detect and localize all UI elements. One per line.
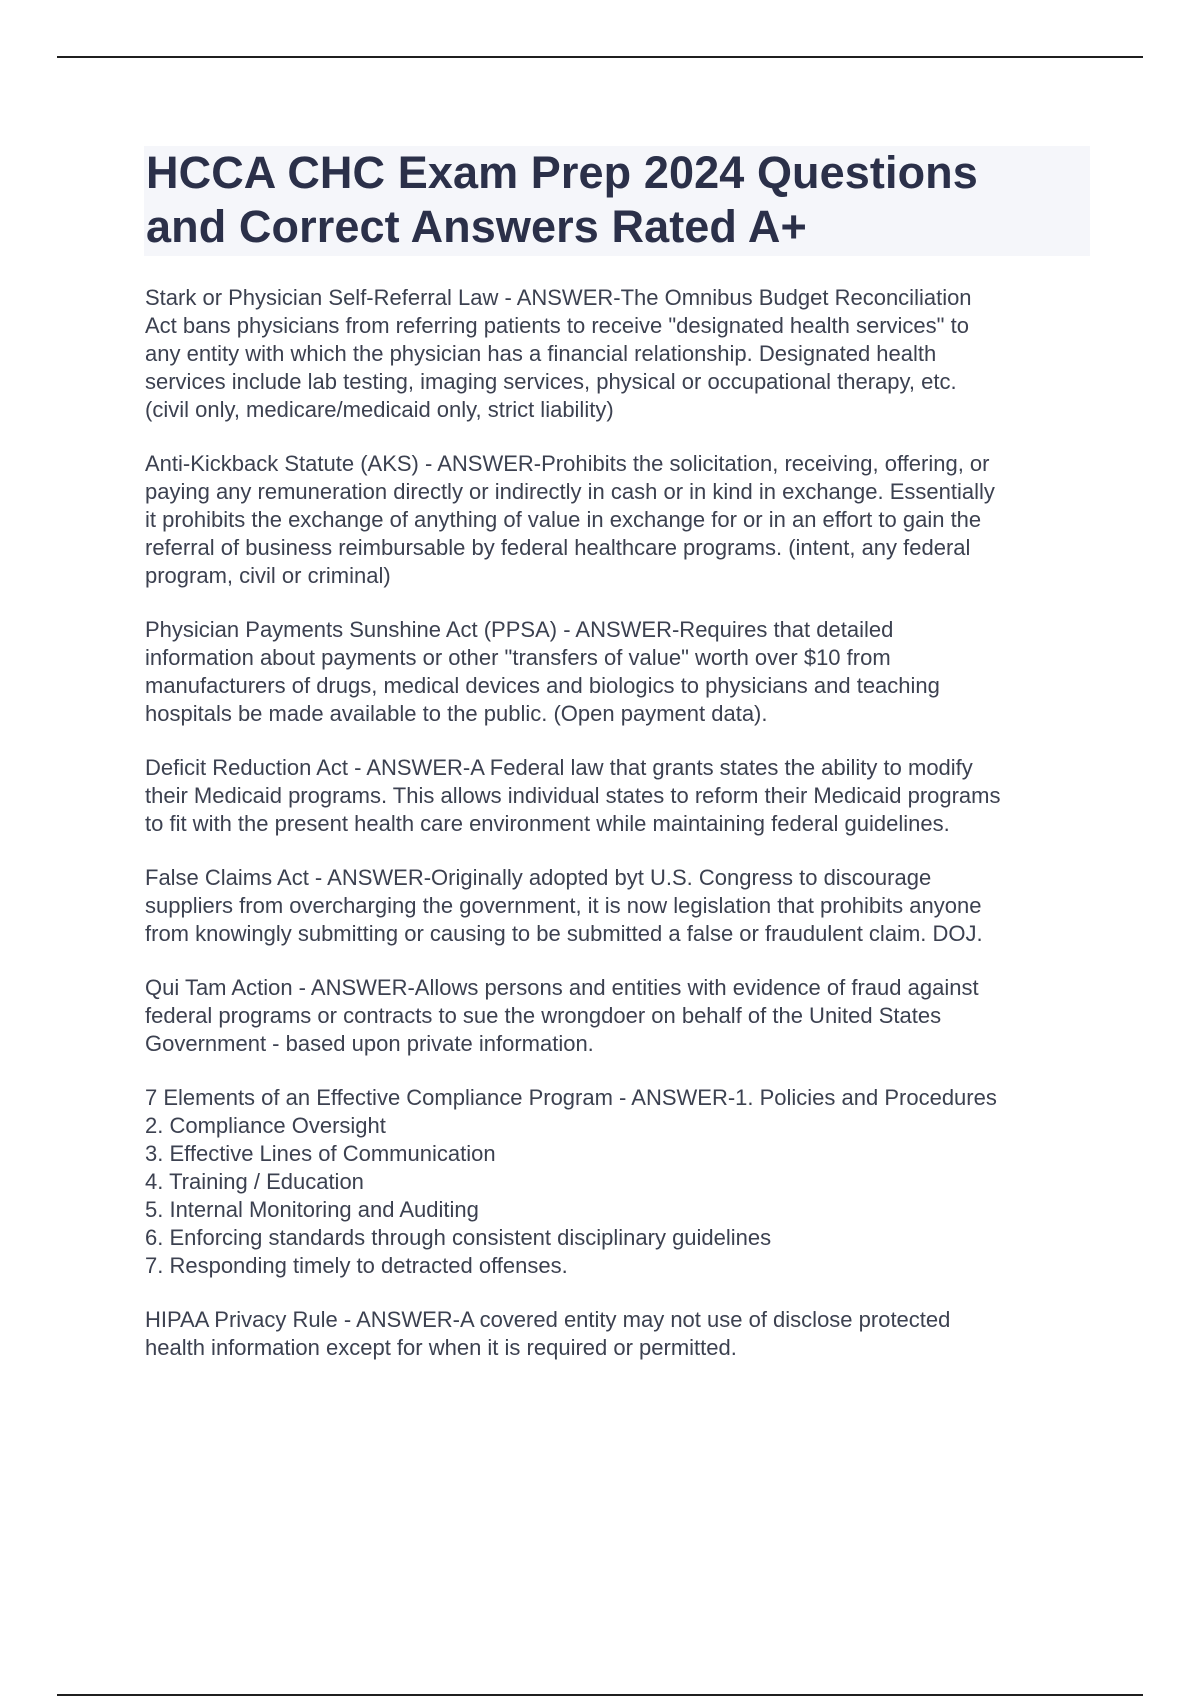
qa-line: suppliers from overcharging the government, it is now legislation that prohibits anyone <box>145 893 982 918</box>
title-line-1: HCCA CHC Exam Prep 2024 Questions <box>146 147 978 198</box>
qa-line: Act bans physicians from referring patients to receive "designated health services" to <box>145 313 969 338</box>
qa-entry-seven-elements <box>145 1084 1090 1280</box>
qa-line: their Medicaid programs. This allows individual states to reform their Medicaid programs <box>145 783 1001 808</box>
list-item: 4. Training / Education <box>145 1169 364 1194</box>
qa-line: HIPAA Privacy Rule - ANSWER-A covered entity may not use of disclose protected <box>145 1307 951 1332</box>
qa-line: Qui Tam Action - ANSWER-Allows persons and entities with evidence of fraud against <box>145 975 979 1000</box>
qa-entry-hipaa-privacy-rule <box>145 1306 1090 1362</box>
qa-line: any entity with which the physician has a financial relationship. Designated health <box>145 341 937 366</box>
title-line-2: and Correct Answers Rated A+ <box>146 201 807 252</box>
qa-line: 7 Elements of an Effective Compliance Program - ANSWER-1. Policies and Procedures <box>145 1085 997 1110</box>
qa-entry-deficit-reduction-act <box>145 754 1090 838</box>
qa-line: Deficit Reduction Act - ANSWER-A Federal law that grants states the ability to modify <box>145 755 973 780</box>
qa-line: (civil only, medicare/medicaid only, strict liability) <box>145 397 614 422</box>
qa-line: Physician Payments Sunshine Act (PPSA) - ANSWER-Requires that detailed <box>145 617 894 642</box>
qa-line: manufacturers of drugs, medical devices and biologics to physicians and teaching <box>145 673 940 698</box>
list-item: 5. Internal Monitoring and Auditing <box>145 1197 479 1222</box>
list-item: 3. Effective Lines of Communication <box>145 1141 496 1166</box>
top-divider <box>57 56 1143 58</box>
qa-line: Stark or Physician Self-Referral Law - ANSWER-The Omnibus Budget Reconciliation <box>145 285 972 310</box>
qa-line: Anti-Kickback Statute (AKS) - ANSWER-Prohibits the solicitation, receiving, offering, or <box>145 451 990 476</box>
qa-line: federal programs or contracts to sue the wrongdoer on behalf of the United States <box>145 1003 942 1028</box>
qa-line: Government - based upon private information. <box>145 1031 594 1056</box>
qa-entry-stark-law <box>145 284 1090 424</box>
document-title <box>144 146 1090 254</box>
qa-line: hospitals be made available to the public. (Open payment data). <box>145 701 768 726</box>
list-item: 7. Responding timely to detracted offenses. <box>145 1253 568 1278</box>
qa-entry-anti-kickback <box>145 450 1090 590</box>
qa-line: referral of business reimbursable by federal healthcare programs. (intent, any federal <box>145 535 971 560</box>
qa-entry-sunshine-act <box>145 616 1090 728</box>
qa-line: to fit with the present health care environment while maintaining federal guidelines. <box>145 811 950 836</box>
qa-entry-false-claims-act <box>145 864 1090 948</box>
qa-line: paying any remuneration directly or indirectly in cash or in kind in exchange. Essentially <box>145 479 995 504</box>
list-item: 2. Compliance Oversight <box>145 1113 386 1138</box>
bottom-divider <box>57 1694 1143 1696</box>
qa-line: information about payments or other "transfers of value" worth over $10 from <box>145 645 891 670</box>
qa-line: it prohibits the exchange of anything of value in exchange for or in an effort to gain the <box>145 507 982 532</box>
qa-line: health information except for when it is required or permitted. <box>145 1335 737 1360</box>
list-item: 6. Enforcing standards through consistent disciplinary guidelines <box>145 1225 772 1250</box>
qa-content <box>145 284 1090 1388</box>
qa-line: program, civil or criminal) <box>145 563 391 588</box>
qa-line: False Claims Act - ANSWER-Originally adopted byt U.S. Congress to discourage <box>145 865 932 890</box>
qa-line: services include lab testing, imaging services, physical or occupational therapy, etc. <box>145 369 957 394</box>
qa-line: from knowingly submitting or causing to be submitted a false or fraudulent claim. DOJ. <box>145 921 983 946</box>
qa-entry-qui-tam <box>145 974 1090 1058</box>
title-block <box>144 146 1090 256</box>
